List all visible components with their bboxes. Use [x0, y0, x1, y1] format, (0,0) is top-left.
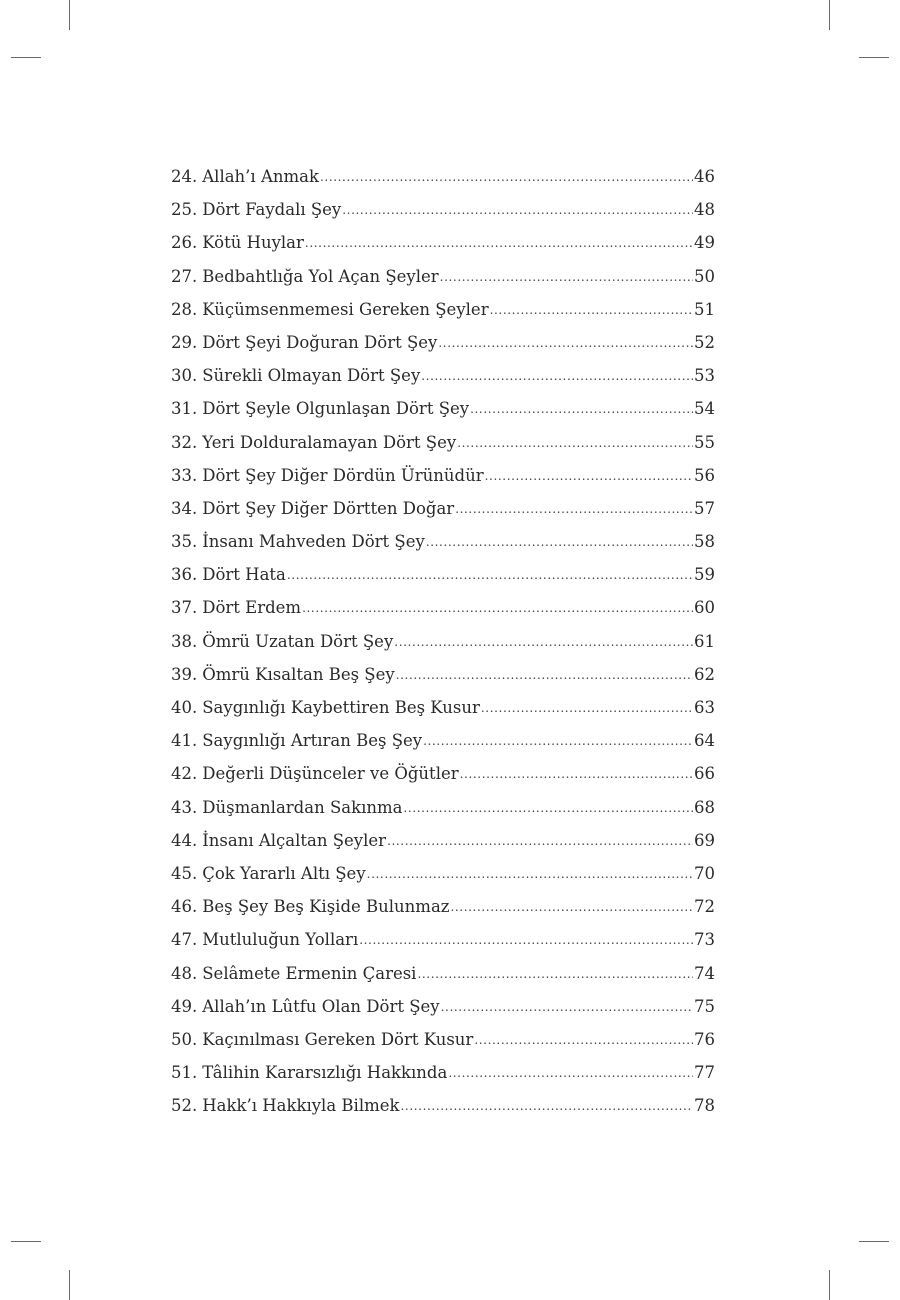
toc-entry-number: 27.	[171, 265, 202, 289]
toc-entry-number: 40.	[171, 696, 202, 720]
toc-entry-number: 24.	[171, 165, 202, 189]
toc-entry-number: 26.	[171, 231, 202, 255]
toc-entry[interactable]	[171, 762, 715, 795]
toc-leader-dots	[485, 463, 693, 488]
toc-entry-title: Çok Yararlı Altı Şey	[202, 862, 365, 886]
toc-entry-page-number: 58	[694, 532, 715, 552]
toc-entry[interactable]	[171, 231, 715, 264]
toc-entry-number: 33.	[171, 464, 202, 488]
toc-entry-title: Selâmete Ermenin Çaresi	[202, 962, 416, 986]
toc-entry[interactable]	[171, 331, 715, 364]
toc-entry-page-number: 63	[694, 698, 715, 717]
toc-leader-dots	[457, 430, 693, 455]
toc-leader-dots	[302, 595, 693, 620]
toc-entry-number: 39.	[171, 663, 202, 687]
crop-mark-bottom-right-horizontal	[859, 1241, 889, 1242]
toc-entry-title: Dört Şey Diğer Dördün Ürünüdür	[202, 464, 483, 488]
toc-entry-title: Allah’ı Anmak	[202, 165, 319, 189]
toc-entry-number: 29.	[171, 331, 202, 355]
toc-entry-number: 50.	[171, 1028, 202, 1052]
toc-leader-dots	[305, 230, 693, 255]
toc-entry[interactable]	[171, 729, 715, 762]
toc-entry[interactable]	[171, 1061, 715, 1094]
toc-entry[interactable]	[171, 298, 715, 331]
toc-leader-dots	[387, 828, 693, 853]
toc-entry-number: 43.	[171, 796, 202, 820]
toc-leader-dots	[359, 927, 693, 952]
toc-entry-title: Dört Şey Diğer Dörtten Doğar	[202, 497, 454, 521]
toc-entry-page-number: 66	[694, 764, 715, 784]
toc-leader-dots	[440, 264, 693, 289]
toc-entry-number: 32.	[171, 431, 202, 455]
toc-leader-dots	[438, 330, 693, 355]
toc-entry-page-number: 52	[694, 332, 715, 352]
toc-leader-dots	[342, 197, 693, 222]
toc-entry[interactable]	[171, 596, 715, 629]
toc-entry-title: Tâlihin Kararsızlığı Hakkında	[202, 1061, 447, 1085]
toc-entry[interactable]	[171, 563, 715, 596]
crop-mark-bottom-left-horizontal	[11, 1241, 41, 1242]
toc-leader-dots	[490, 297, 693, 322]
toc-entry[interactable]	[171, 198, 715, 231]
toc-entry[interactable]	[171, 497, 715, 530]
crop-mark-bottom-right-vertical	[829, 1270, 830, 1300]
toc-entry-page-number: 75	[694, 996, 715, 1016]
toc-entry-number: 44.	[171, 829, 202, 853]
toc-entry-title: Dört Faydalı Şey	[202, 198, 341, 222]
toc-entry-page-number: 60	[694, 598, 715, 618]
toc-entry-page-number: 77	[694, 1063, 715, 1083]
toc-entry[interactable]	[171, 696, 715, 729]
toc-entry-number: 34.	[171, 497, 202, 521]
toc-leader-dots	[474, 1027, 693, 1052]
toc-entry-number: 51.	[171, 1061, 202, 1085]
toc-entry-title: Sürekli Olmayan Dört Şey	[202, 364, 420, 388]
toc-entry[interactable]	[171, 265, 715, 298]
toc-entry-title: Allah’ın Lûtfu Olan Dört Şey	[202, 995, 439, 1019]
toc-leader-dots	[396, 662, 693, 687]
crop-mark-top-left-vertical	[69, 0, 70, 30]
toc-entry-number: 25.	[171, 198, 202, 222]
toc-entry[interactable]	[171, 364, 715, 397]
toc-leader-dots	[441, 994, 693, 1019]
toc-entry-number: 30.	[171, 364, 202, 388]
toc-entry-page-number: 74	[694, 963, 715, 983]
toc-entry-title: Dört Hata	[202, 563, 286, 587]
toc-entry-number: 52.	[171, 1094, 202, 1118]
toc-entry-page-number: 62	[694, 664, 715, 684]
toc-entry-page-number: 51	[694, 299, 715, 319]
toc-leader-dots	[421, 363, 693, 388]
toc-entry-number: 47.	[171, 928, 202, 952]
toc-entry[interactable]	[171, 862, 715, 895]
toc-entry-title: İnsanı Alçaltan Şeyler	[202, 829, 386, 853]
toc-leader-dots	[417, 961, 693, 986]
toc-entry-title: Dört Şeyle Olgunlaşan Dört Şey	[202, 397, 469, 421]
toc-entry[interactable]	[171, 464, 715, 497]
toc-entry-page-number: 56	[694, 465, 715, 485]
toc-entry-page-number: 78	[694, 1096, 715, 1116]
toc-entry[interactable]	[171, 995, 715, 1028]
toc-entry-title: Beş Şey Beş Kişide Bulunmaz	[202, 895, 449, 919]
toc-entry-title: Değerli Düşünceler ve Öğütler	[202, 762, 458, 786]
toc-entry[interactable]	[171, 530, 715, 563]
toc-entry[interactable]	[171, 796, 715, 829]
toc-entry[interactable]	[171, 1094, 715, 1127]
toc-entry[interactable]	[171, 1028, 715, 1061]
toc-entry-title: Mutluluğun Yolları	[202, 928, 358, 952]
toc-leader-dots	[423, 728, 693, 753]
toc-entry-page-number: 64	[694, 731, 715, 751]
toc-leader-dots	[460, 761, 693, 786]
toc-leader-dots	[394, 629, 693, 654]
toc-leader-dots	[450, 894, 693, 919]
toc-entry-number: 41.	[171, 729, 202, 753]
toc-entry-title: Dört Şeyi Doğuran Dört Şey	[202, 331, 437, 355]
toc-entry-number: 46.	[171, 895, 202, 919]
toc-entry-page-number: 76	[694, 1029, 715, 1049]
toc-entry-title: Dört Erdem	[202, 596, 301, 620]
toc-entry-number: 35.	[171, 530, 202, 554]
toc-entry[interactable]	[171, 663, 715, 696]
toc-entry-number: 36.	[171, 563, 202, 587]
toc-entry-number: 45.	[171, 862, 202, 886]
toc-entry-title: Ömrü Kısaltan Beş Şey	[202, 663, 394, 687]
crop-mark-bottom-left-vertical	[69, 1270, 70, 1300]
toc-leader-dots	[455, 496, 693, 521]
toc-leader-dots	[367, 861, 693, 886]
toc-entry-number: 38.	[171, 630, 202, 654]
toc-entry-title: Yeri Dolduralamayan Dört Şey	[202, 431, 456, 455]
toc-entry-page-number: 53	[694, 366, 715, 386]
toc-entry-number: 49.	[171, 995, 202, 1019]
toc-entry-page-number: 46	[694, 167, 715, 186]
toc-leader-dots	[403, 795, 693, 820]
toc-entry-number: 48.	[171, 962, 202, 986]
toc-entry-page-number: 55	[694, 432, 715, 452]
toc-entry-page-number: 61	[694, 631, 715, 651]
toc-entry-page-number: 48	[694, 200, 715, 220]
toc-entry-number: 37.	[171, 596, 202, 620]
toc-entry[interactable]	[171, 928, 715, 961]
toc-entry-page-number: 70	[694, 863, 715, 883]
toc-entry[interactable]	[171, 630, 715, 663]
toc-entry-page-number: 72	[694, 897, 715, 917]
toc-entry[interactable]	[171, 962, 715, 995]
toc-leader-dots	[426, 529, 693, 554]
toc-entry-number: 28.	[171, 298, 202, 322]
toc-entry-title: Bedbahtlığa Yol Açan Şeyler	[202, 265, 438, 289]
toc-entry-page-number: 69	[694, 830, 715, 850]
toc-entry-number: 42.	[171, 762, 202, 786]
crop-mark-top-right-vertical	[829, 0, 830, 30]
toc-entry-page-number: 68	[694, 797, 715, 817]
toc-entry-title: Ömrü Uzatan Dört Şey	[202, 630, 393, 654]
toc-entry-title: İnsanı Mahveden Dört Şey	[202, 530, 425, 554]
toc-leader-dots	[470, 396, 693, 421]
toc-entry-page-number: 57	[694, 498, 715, 518]
toc-entry[interactable]	[171, 829, 715, 862]
toc-entry[interactable]	[171, 165, 715, 198]
toc-leader-dots	[287, 562, 693, 587]
toc-entry[interactable]	[171, 895, 715, 928]
crop-mark-top-right-horizontal	[859, 57, 889, 58]
toc-entry-number: 31.	[171, 397, 202, 421]
toc-entry-page-number: 54	[694, 399, 715, 419]
toc-entry-title: Kaçınılması Gereken Dört Kusur	[202, 1028, 473, 1052]
table-of-contents	[171, 165, 715, 1127]
toc-entry-page-number: 73	[694, 930, 715, 950]
toc-leader-dots	[481, 695, 693, 720]
toc-leader-dots	[401, 1093, 693, 1118]
toc-leader-dots	[448, 1060, 693, 1085]
toc-entry[interactable]	[171, 397, 715, 430]
toc-entry[interactable]	[171, 431, 715, 464]
toc-entry-page-number: 49	[694, 233, 715, 253]
toc-leader-dots	[320, 164, 693, 189]
toc-entry-page-number: 59	[694, 565, 715, 585]
toc-entry-title: Hakk’ı Hakkıyla Bilmek	[202, 1094, 399, 1118]
toc-entry-title: Düşmanlardan Sakınma	[202, 796, 402, 820]
toc-entry-title: Küçümsenmemesi Gereken Şeyler	[202, 298, 488, 322]
toc-entry-title: Saygınlığı Artıran Beş Şey	[202, 729, 422, 753]
crop-mark-top-left-horizontal	[11, 57, 41, 58]
toc-entry-title: Kötü Huylar	[202, 231, 304, 255]
toc-entry-page-number: 50	[694, 266, 715, 286]
toc-entry-title: Saygınlığı Kaybettiren Beş Kusur	[202, 696, 480, 720]
